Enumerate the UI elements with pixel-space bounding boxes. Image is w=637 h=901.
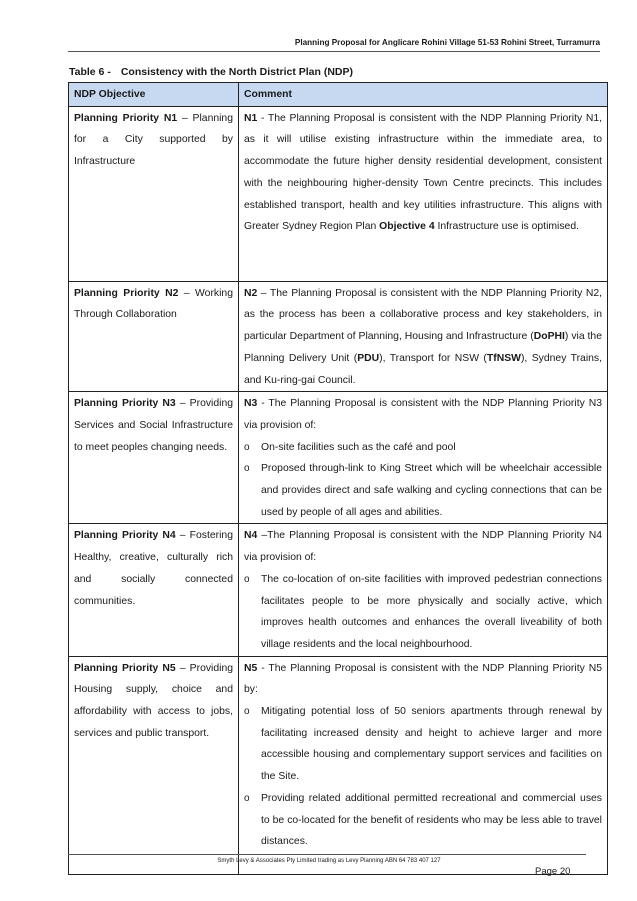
objective-cell (69, 524, 239, 656)
comment-cell (239, 281, 608, 392)
comment-bullet-list (244, 701, 602, 853)
page-number: Page 20 (535, 866, 571, 877)
comment-bullet-list (244, 569, 602, 656)
comment-text: ), Transport for NSW ( (379, 352, 487, 364)
bullet-text: On-site facilities such as the café and pool (261, 441, 456, 453)
comment-code: N5 (244, 662, 258, 674)
bullet-marker: o (244, 441, 250, 453)
comment-code: N4 (244, 530, 258, 542)
priority-name: Planning Priority N1 (74, 112, 178, 124)
comment-cell (239, 392, 608, 524)
table-header-row (69, 83, 608, 107)
list-item (244, 569, 602, 656)
bullet-marker: o (244, 463, 250, 475)
abbr-dophi: DoPHI (533, 331, 565, 343)
comment-text: –The Planning Proposal is consistent with the NDP Planning Priority N4 via provision of: (244, 530, 602, 564)
abbr-pdu: PDU (357, 352, 380, 364)
abbr-tfnsw: TfNSW (486, 352, 521, 364)
bullet-marker: o (244, 573, 250, 585)
caption-label: Table 6 - (69, 66, 111, 78)
priority-description: – Planning for a City supported by Infrastructure (74, 112, 233, 168)
bullet-text: Providing related additional permitted recreational and commercial uses to be co-located for the benefit of residents who may be less able to travel distances. (261, 792, 602, 848)
comment-text: - The Planning Proposal is consistent with the NDP Planning Priority N1, as it will utilise existing infrastructure within the immediate area, to accommodate the future higher density residential development, consistent with the neighbouring higher-density Town Centre precincts. This includes established transport, health and key utilities infrastructure. This aligns with Greater Sydney Region Plan (244, 112, 602, 233)
table-caption (69, 66, 353, 78)
bullet-marker: o (244, 792, 250, 804)
bullet-text: The co-location of on-site facilities with improved pedestrian connections facilitates people to be more physically and socially active, which improves health outcomes and enhances the overall liveability of both village residents and the local neighbourhood. (261, 573, 602, 650)
comment-text: ) via the Planning Delivery Unit ( (244, 331, 602, 364)
comment-code: N3 (244, 398, 258, 410)
priority-name: Planning Priority N5 (74, 662, 176, 674)
table-row (69, 524, 608, 656)
comment-text: - The Planning Proposal is consistent with the NDP Planning Priority N5 by: (244, 662, 602, 696)
table-row (69, 106, 608, 281)
col-header-comment: Comment (239, 83, 608, 107)
objective-cell (69, 656, 239, 874)
bullet-text: Mitigating potential loss of 50 seniors apartments through renewal by facilitating increased density and height to achieve larger and more accessible housing and complementary support services and facilities on the Site. (261, 706, 602, 783)
table-row (69, 281, 608, 392)
page-header: Planning Proposal for Anglicare Rohini Village 51-53 Rohini Street, Turramurra (294, 38, 600, 47)
footer-text: Smyth Levy & Associates Pty Limited trading as Levy Planning ABN 64 783 407 127 (217, 858, 441, 864)
col-header-objective: NDP Objective (69, 83, 239, 107)
priority-description: – Working Through Collaboration (74, 287, 233, 321)
bullet-marker: o (244, 706, 250, 718)
comment-objective-ref: Objective 4 (379, 221, 435, 233)
priority-name: Planning Priority N4 (74, 530, 176, 542)
footer-rule (68, 854, 586, 855)
caption-title: Consistency with the North District Plan (NDP) (120, 66, 354, 78)
priority-description: – Providing Services and Social Infrastructure to meet peoples changing needs. (74, 398, 233, 453)
priority-description: – Providing Housing supply, choice and affordability with access to jobs, services and public transport. (74, 662, 233, 739)
comment-text-end: Infrastructure use is optimised. (434, 221, 579, 233)
priority-name: Planning Priority N2 (74, 287, 179, 299)
comment-code: N2 (244, 287, 258, 299)
list-item (244, 788, 602, 853)
table-row (69, 392, 608, 524)
ndp-consistency-table (68, 82, 608, 875)
header-rule (68, 51, 600, 52)
priority-name: Planning Priority N3 (74, 398, 176, 410)
priority-description: – Fostering Healthy, creative, culturally rich and socially connected communities. (74, 530, 233, 607)
comment-cell (239, 656, 608, 874)
list-item (244, 701, 602, 788)
bullet-text: Proposed through-link to King Street which will be wheelchair accessible and provides direct and safe walking and cycling connections that can be used by people of all ages and abilities. (261, 463, 602, 518)
objective-cell (69, 106, 239, 281)
comment-cell (239, 106, 608, 281)
comment-bullet-list (244, 437, 602, 524)
comment-text: - The Planning Proposal is consistent with the NDP Planning Priority N3 via provision of: (244, 398, 602, 431)
comment-code: N1 (244, 112, 258, 124)
objective-cell (69, 392, 239, 524)
comment-text: ), Sydney Trains, and Ku-ring-gai Council. (244, 352, 602, 386)
list-item (244, 437, 602, 459)
comment-text: – The Planning Proposal is consistent with the NDP Planning Priority N2, as the process has been a collaborative process and key stakeholders, in particular Department of Planning, Housing and Infrastructure ( (244, 287, 602, 343)
list-item (244, 458, 602, 523)
objective-cell (69, 281, 239, 392)
table-row (69, 656, 608, 874)
comment-cell (239, 524, 608, 656)
